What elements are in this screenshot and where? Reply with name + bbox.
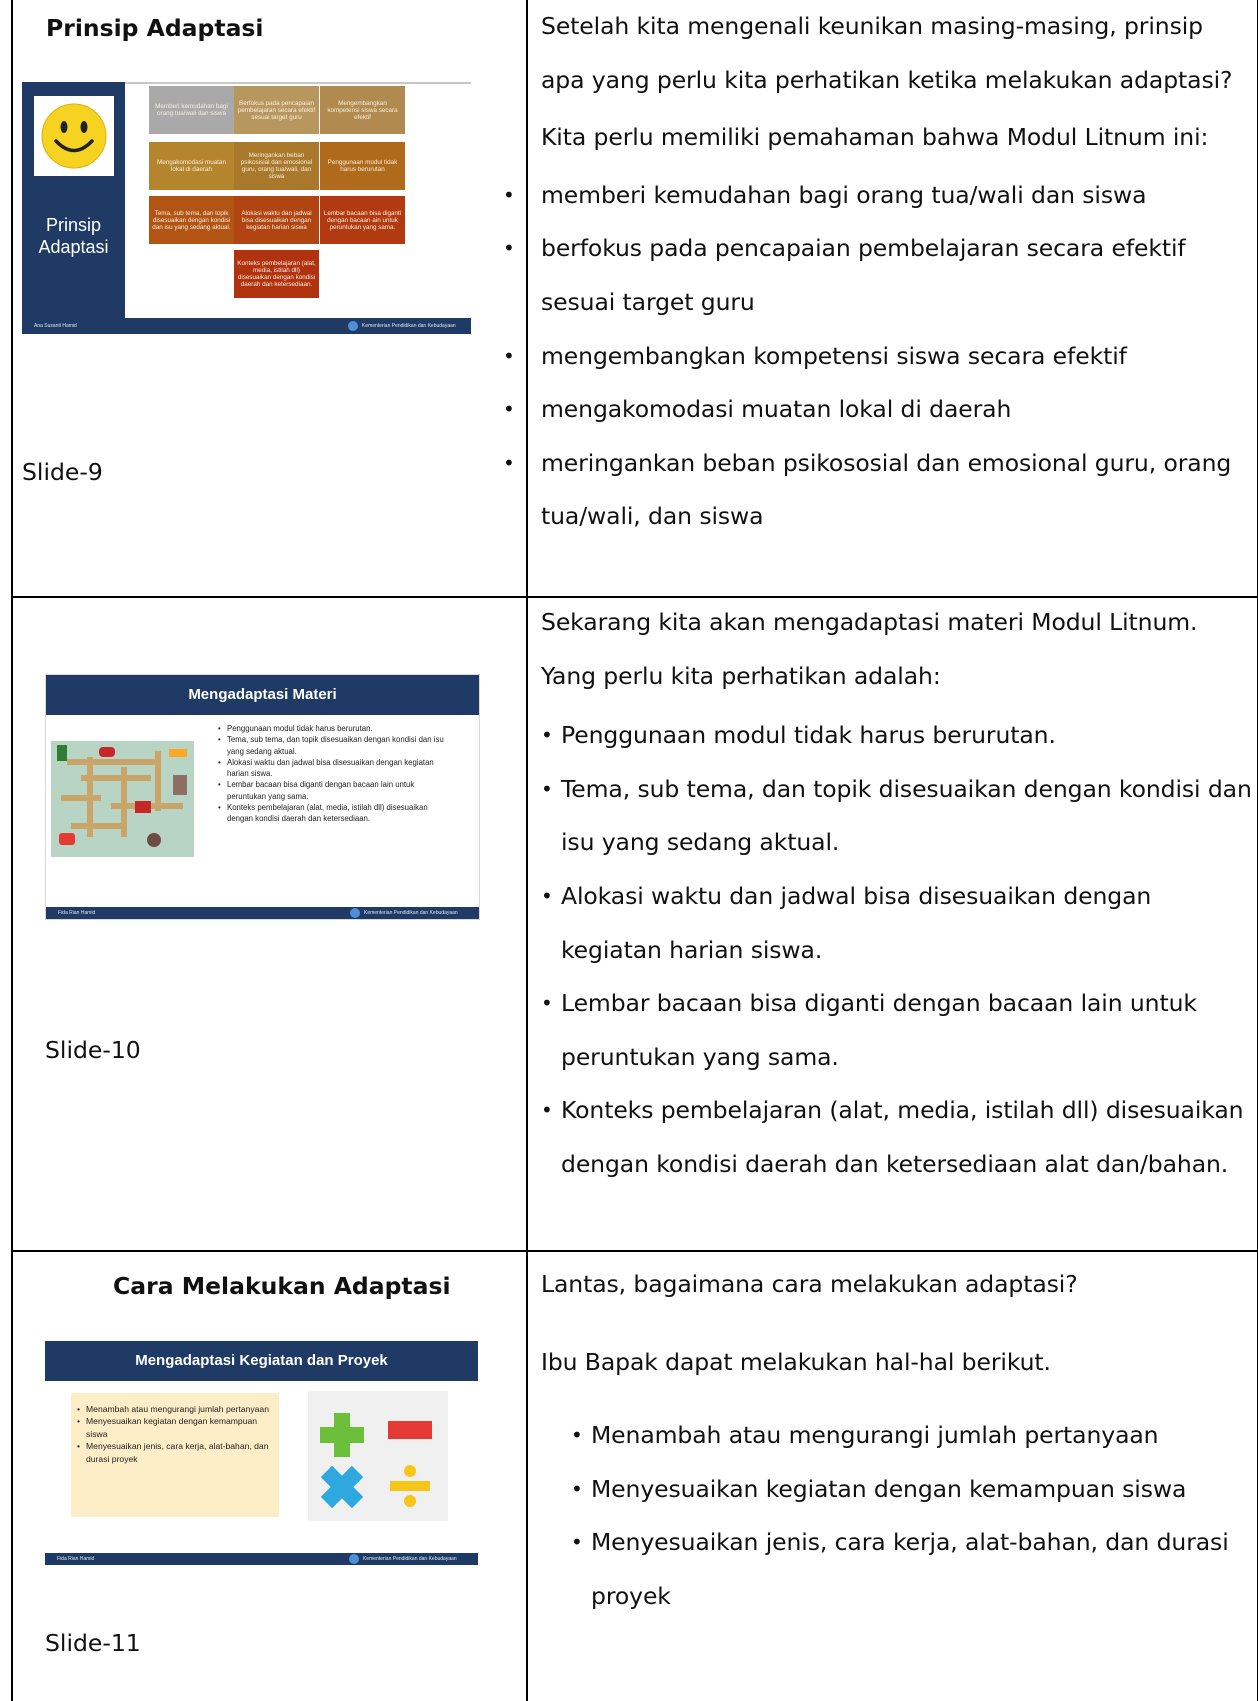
paragraph: Sekarang kita akan mengadaptasi materi Modul Litnum. Yang perlu kita perhatikan adalah: (541, 608, 1198, 690)
crossword-illustration (51, 741, 194, 857)
slide-label: Slide-9 (22, 458, 103, 486)
paragraph: Lantas, bagaimana cara melakukan adaptasi? (541, 1270, 1078, 1298)
slide-banner: Mengadaptasi Kegiatan dan Proyek (45, 1341, 478, 1381)
bullet-item (541, 763, 1253, 870)
bullet-text: Menambah atau mengurangi jumlah pertanyaan (591, 1421, 1159, 1450)
bullet-item (541, 1409, 1253, 1463)
principle-box: Konteks pembelajaran (alat, media, istilah dll) disesuaikan dengan kondisi daerah dan ketersediaan. (234, 250, 319, 298)
bullet-dot-icon: • (503, 182, 515, 207)
ministry-logo-icon (350, 908, 360, 918)
bullet-text: mengakomodasi muatan lokal di daerah (541, 395, 1012, 424)
bullet-item (541, 1516, 1253, 1623)
slide-label: Slide-11 (45, 1629, 141, 1657)
table-border-left (11, 0, 13, 1701)
bullet-item (503, 437, 1253, 544)
slide-thumbnail (22, 82, 471, 334)
bullet-text: mengembangkan kompetensi siswa secara efektif (541, 341, 1127, 370)
bullet-dot-icon: • (503, 450, 515, 475)
smiley-icon (34, 96, 114, 176)
bullet-text: Menyesuaikan kegiatan dengan kemampuan siswa (591, 1474, 1187, 1503)
bullet-item (503, 169, 1253, 223)
bullet-text: Penggunaan modul tidak harus berurutan. (561, 721, 1056, 750)
slide-banner: Mengadaptasi Materi (46, 675, 479, 715)
slide-label: Slide-10 (45, 1036, 141, 1064)
table-border-middle (526, 0, 528, 1701)
paragraph: Kita perlu memiliki pemahaman bahwa Modul Litnum ini: (541, 123, 1209, 152)
bullet-item (503, 330, 1253, 384)
bullet-text: Lembar bacaan bisa diganti dengan bacaan lain untuk peruntukan yang sama. (561, 989, 1197, 1071)
slide-footer-bar (45, 1553, 478, 1565)
principle-box: Memberi kemudahan bagi orang tua/wali dan siswa (149, 86, 234, 134)
slide-bullet: • Alokasi waktu dan jadwal bisa disesuaikan dengan kegiatan harian siswa. (218, 757, 453, 780)
principle-box: Mengembangkan kompetensi siswa secara efektif (320, 86, 405, 134)
ministry-logo-icon (349, 1554, 359, 1564)
row-divider (11, 1250, 1258, 1252)
slide-sidebar (22, 82, 125, 318)
principle-box: Alokasi waktu dan jadwal bisa disesuaikan dengan kegiatan harian siswa (234, 196, 319, 244)
slide-thumbnail (45, 1341, 478, 1593)
slide-side-title: Prinsip Adaptasi (38, 215, 109, 257)
bullet-item (541, 1084, 1253, 1191)
bullet-item (541, 977, 1253, 1084)
bullet-item (541, 709, 1253, 763)
slide-footer-ministry: Kementerian Pendidikan dan Kebudayaan (364, 910, 458, 916)
bullet-list (541, 709, 1253, 1191)
bullet-list (503, 169, 1253, 544)
row-title: Prinsip Adaptasi (46, 14, 264, 42)
slide-footer-author: Ana Susanti Hamid (34, 323, 77, 329)
bullet-text: berfokus pada pencapaian pembelajaran secara efektif sesuai target guru (541, 234, 1186, 316)
bullet-dot-icon: • (541, 776, 553, 801)
row-text (541, 596, 1253, 1192)
paragraph: Setelah kita mengenali keunikan masing-masing, prinsip apa yang perlu kita perhatikan ketika melakukan adaptasi? (541, 12, 1233, 94)
row-title: Cara Melakukan Adaptasi (113, 1272, 451, 1300)
slide-footer-bar (46, 907, 479, 919)
slide-bullet: • Lembar bacaan bisa diganti dengan bacaan lain untuk peruntukan yang sama. (218, 779, 453, 802)
slide-footer-author: Fida Rian Hamid (57, 1556, 95, 1562)
bullet-text: memberi kemudahan bagi orang tua/wali dan siswa (541, 180, 1147, 209)
slide-bullet: • Penggunaan modul tidak harus berurutan. (218, 723, 453, 734)
slide-footer-author: Fida Rian Hamid (58, 910, 96, 916)
principle-box: Mengakomodasi muatan lokal di daerah (149, 142, 234, 190)
bullet-text: meringankan beban psikososial dan emosional guru, orang tua/wali, dan siswa (541, 448, 1232, 531)
principle-box: Penggunaan modul tidak harus berurutan (320, 142, 405, 190)
slide-footer-bar (22, 318, 471, 334)
row-text (503, 0, 1253, 544)
ministry-logo-icon (348, 321, 358, 331)
principle-box: Meringankan beban psikosisial dan emosional guru, orang tua/wali, dan siswa (234, 142, 319, 190)
bullet-item (503, 383, 1253, 437)
slide-footer-ministry: Kementerian Pendidikan dan Kebudayaan (363, 1556, 457, 1562)
bullet-dot-icon: • (541, 723, 553, 748)
bullet-list (541, 1409, 1253, 1623)
slide-footer-ministry: Kementerian Pendidikan dan Kebudayaan (362, 323, 456, 329)
slide-bullet: • Konteks pembelajaran (alat, media, istilah dll) disesuaikan dengan kondisi daerah dan ketersediaan. (218, 802, 453, 825)
bullet-text: Menyesuaikan jenis, cara kerja, alat-bahan, dan durasi proyek (591, 1528, 1229, 1610)
slide-thumbnail (45, 674, 480, 920)
bullet-dot-icon: • (541, 1098, 553, 1123)
bullet-text: Konteks pembelajaran (alat, media, istilah dll) disesuaikan dengan kondisi daerah dan ketersediaan alat dan/bahan. (561, 1096, 1244, 1178)
bullet-text: Tema, sub tema, dan topik disesuaikan dengan kondisi dan isu yang sedang aktual. (561, 774, 1252, 857)
slide-bullet: • Tema, sub tema, dan topik disesuaikan dengan kondisi dan isu yang sedang aktual. (218, 734, 453, 757)
row-text (541, 1258, 1253, 1624)
principle-box: Lembar bacaan bisa diganti dengan bacaan ain untuk peruntukan yang sama. (320, 196, 405, 244)
bullet-dot-icon: • (503, 397, 515, 422)
principle-box: Tema, sub tema, dan topik disesuaikan dengan kondisi dan isu yang sedang aktual. (149, 196, 234, 244)
math-operators-illustration (308, 1391, 448, 1521)
bullet-dot-icon: • (541, 991, 553, 1016)
bullet-dot-icon: • (503, 236, 515, 261)
bullet-dot-icon: • (541, 883, 553, 908)
principle-box: Berfokus pada pencapaian pembelajaran secara efektif sesuai target guru (234, 86, 319, 134)
bullet-item (541, 1463, 1253, 1517)
bullet-item (541, 870, 1253, 977)
bullet-dot-icon: • (571, 1530, 583, 1555)
bullet-dot-icon: • (571, 1423, 583, 1448)
slide-bullet: • Menambah atau mengurangi jumlah pertanyaan (77, 1403, 273, 1415)
slide-bullet: • Menyesuaikan kegiatan dengan kemampuan siswa (77, 1415, 273, 1440)
bullet-item (503, 222, 1253, 329)
bullet-dot-icon: • (503, 343, 515, 368)
paragraph: Ibu Bapak dapat melakukan hal-hal berikut. (541, 1347, 1051, 1376)
slide-bullet: • Menyesuaikan jenis, cara kerja, alat-bahan, dan durasi proyek (77, 1440, 273, 1465)
bullet-dot-icon: • (571, 1476, 583, 1501)
bullet-text: Alokasi waktu dan jadwal bisa disesuaikan dengan kegiatan harian siswa. (561, 881, 1152, 964)
slide-bullet-box (71, 1393, 279, 1517)
